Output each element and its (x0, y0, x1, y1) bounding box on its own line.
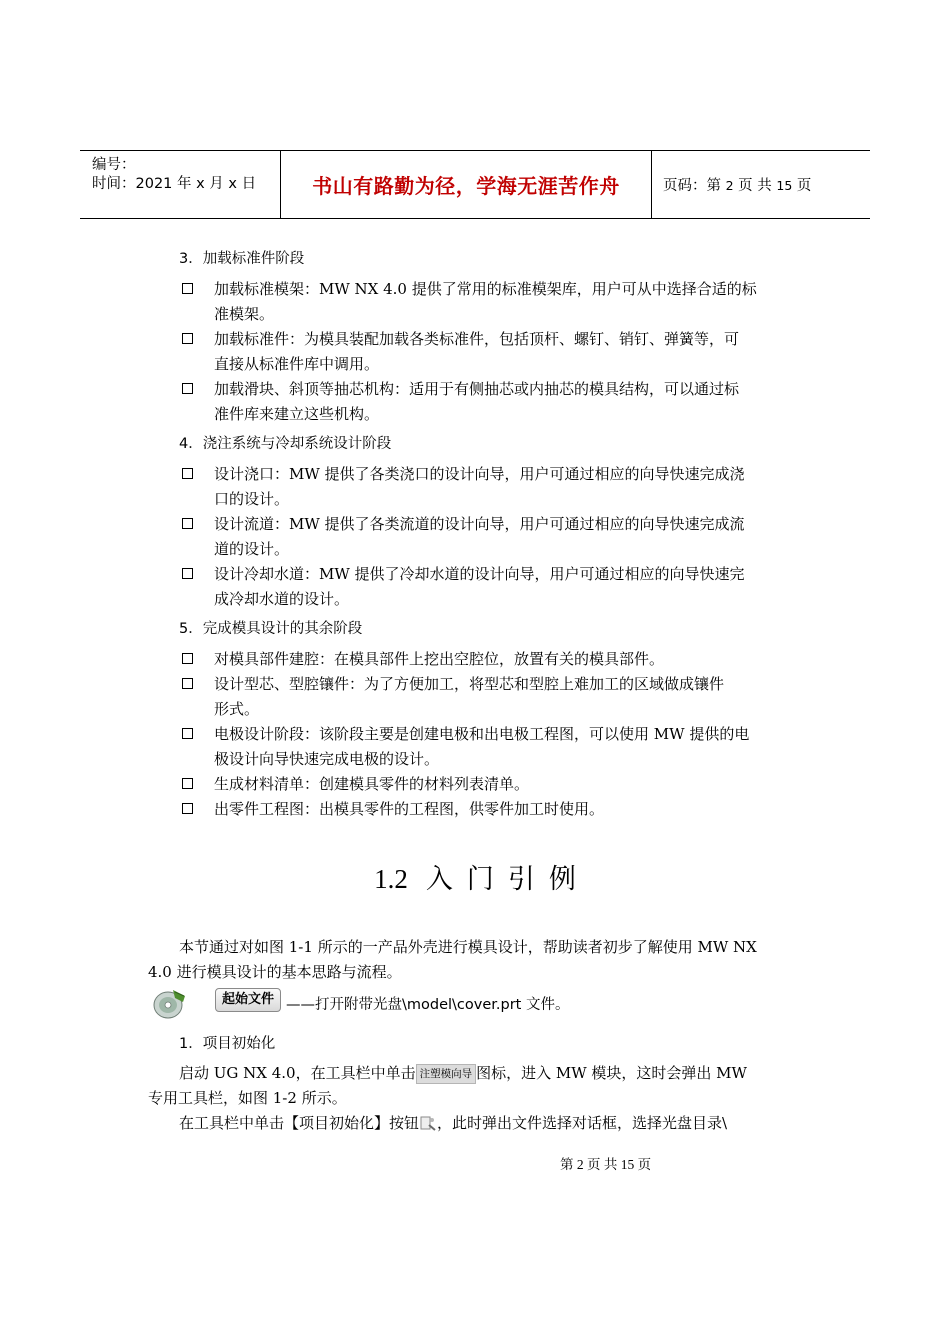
step-1-heading: 1．项目初始化 (179, 1036, 276, 1052)
list-item-line: 成冷却水道的设计。 (214, 590, 350, 608)
checkbox-icon (182, 383, 193, 394)
page-footer: 第 2 页 共 15 页 (560, 1157, 652, 1172)
header-meta-cell (80, 151, 281, 218)
list-item-line: 设计冷却水道：MW 提供了冷却水道的设计向导，用户可通过相应的向导快速完 (214, 565, 745, 583)
list-item-line: 设计浇口：MW 提供了各类浇口的设计向导，用户可通过相应的向导快速完成浇 (214, 465, 745, 483)
header-motto: 书山有路勤为径，学海无涯苦作舟 (312, 174, 620, 198)
list-item-line: 道的设计。 (214, 540, 290, 558)
list-item-line: 准件库来建立这些机构。 (214, 405, 380, 423)
mold-wizard-toolbar-button: 注塑模向导 (416, 1064, 477, 1084)
list-item-line: 准模架。 (214, 305, 275, 323)
list-item-line: 设计流道：MW 提供了各类流道的设计向导，用户可通过相应的向导快速完成流 (214, 515, 745, 533)
list-item-line: 出零件工程图：出模具零件的工程图，供零件加工时使用。 (214, 800, 605, 818)
list-item-line: 极设计向导快速完成电极的设计。 (214, 750, 440, 768)
section-title: 1.2 入 门 引 例 (374, 864, 576, 894)
header-date-label: 时间：2021 年 x 月 x 日 (92, 176, 257, 192)
list-item-line: 加载滑块、斜顶等抽芯机构：适用于有侧抽芯或内抽芯的模具结构，可以通过标 (214, 380, 740, 398)
list-item-line: 加载标准件：为模具装配加载各类标准件，包括顶杆、螺钉、销钉、弹簧等，可 (214, 330, 740, 348)
header-page-cell (652, 151, 870, 218)
step-1-paragraph-line: 启动 UG NX 4.0，在工具栏中单击 注塑模向导 图标，进入 MW 模块，这时会弹出 MW (179, 1064, 747, 1082)
checkbox-icon (182, 468, 193, 479)
start-file-text: ——打开附带光盘\model\cover.prt 文件。 (286, 997, 570, 1013)
intro-paragraph-line: 4.0 进行模具设计的基本思路与流程。 (148, 963, 402, 981)
checkbox-icon (182, 728, 193, 739)
project-init-icon (419, 1115, 437, 1133)
start-file-button: 起始文件 (215, 988, 281, 1012)
list-item-line: 设计型芯、型腔镶件：为了方便加工，将型芯和型腔上难加工的区域做成镶件 (214, 675, 725, 693)
list-item-line: 直接从标准件库中调用。 (214, 355, 380, 373)
list-item-line: 对模具部件建腔：在模具部件上挖出空腔位，放置有关的模具部件。 (214, 650, 665, 668)
list-item-line: 口的设计。 (214, 490, 290, 508)
step-1-paragraph-line: 专用工具栏，如图 1-2 所示。 (148, 1089, 347, 1107)
checkbox-icon (182, 283, 193, 294)
section-5-heading: 5．完成模具设计的其余阶段 (179, 621, 363, 637)
checkbox-icon (182, 333, 193, 344)
document-header (80, 150, 870, 219)
checkbox-icon (182, 518, 193, 529)
checkbox-icon (182, 653, 193, 664)
checkbox-icon (182, 778, 193, 789)
cd-disc-icon (153, 986, 187, 1020)
section-3-heading: 3．加载标准件阶段 (179, 251, 305, 267)
list-item-line: 生成材料清单：创建模具零件的材料列表清单。 (214, 775, 530, 793)
section-4-heading: 4．浇注系统与冷却系统设计阶段 (179, 436, 392, 452)
checkbox-icon (182, 803, 193, 814)
step-1-paragraph-line: 在工具栏中单击【项目初始化】按钮 ，此时弹出文件选择对话框，选择光盘目录\ (179, 1114, 728, 1132)
list-item-line: 形式。 (214, 700, 260, 718)
header-page-number: 页码：第 2 页 共 15 页 (663, 178, 812, 194)
checkbox-icon (182, 678, 193, 689)
header-motto-cell (281, 151, 652, 218)
list-item-line: 电极设计阶段：该阶段主要是创建电极和出电极工程图，可以使用 MW 提供的电 (214, 725, 750, 743)
checkbox-icon (182, 568, 193, 579)
header-number-label: 编号： (92, 157, 136, 173)
intro-paragraph-line: 本节通过对如图 1-1 所示的一产品外壳进行模具设计，帮助读者初步了解使用 MW NX (179, 938, 757, 956)
list-item-line: 加载标准模架：MW NX 4.0 提供了常用的标准模架库，用户可从中选择合适的标 (214, 280, 757, 298)
